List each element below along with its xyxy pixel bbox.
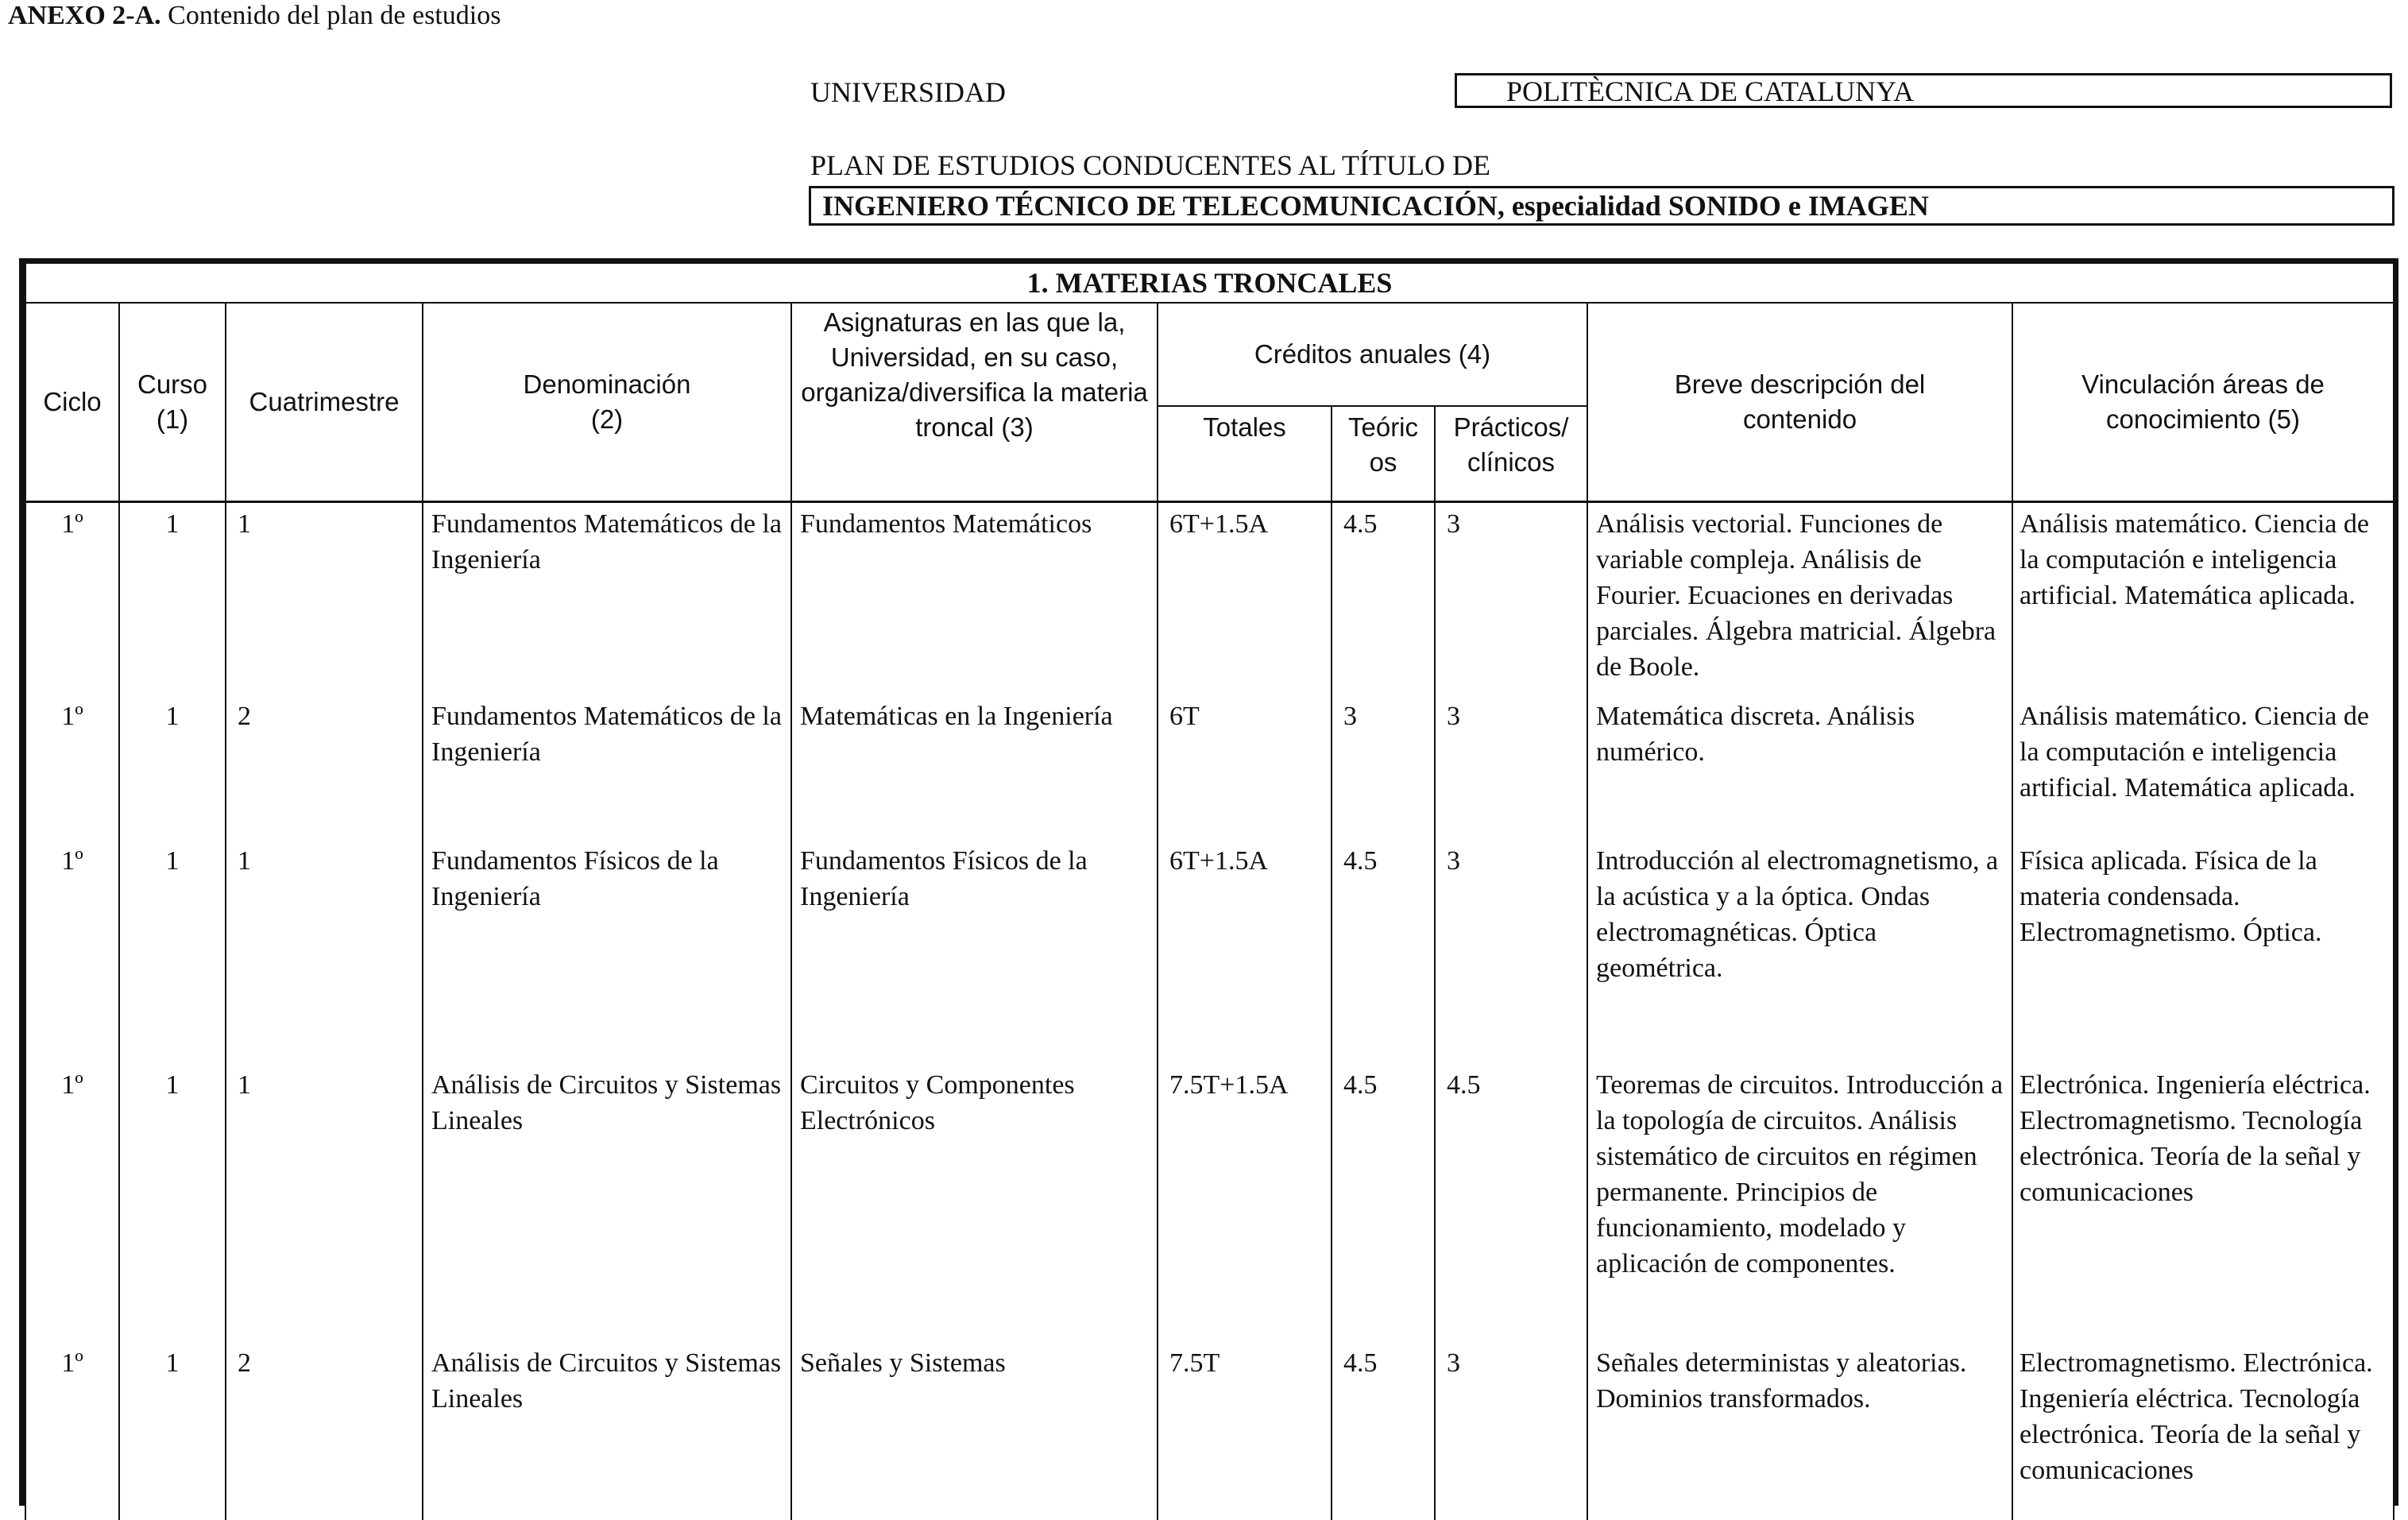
annex-number: ANEXO 2-A. [8,1,161,30]
cell-asignatura: Fundamentos Matemáticos [791,502,1158,696]
cell-descripcion: Introducción al electromagnetismo, a la acústica y a la óptica. Ondas electromagnéticas. Óptica geométrica. [1587,840,2012,1064]
cell-practicos: 3 [1435,840,1587,1064]
cell-cuatrimestre: 1 [226,502,423,696]
cell-practicos: 3 [1435,695,1587,840]
cell-curso: 1 [119,695,226,840]
col-creditos: Créditos anuales (4) [1158,303,1587,406]
col-descripcion: Breve descripción del contenido [1587,303,2012,502]
col-vinculacion: Vinculación áreas de conocimiento (5) [2012,303,2394,502]
cell-asignatura: Fundamentos Físicos de la Ingeniería [791,840,1158,1064]
cell-teoricos: 4.5 [1332,1342,1435,1520]
cell-descripcion: Señales deterministas y aleatorias. Dominios transformados. [1587,1342,2012,1520]
cell-ciclo: 1º [25,502,119,696]
cell-ciclo: 1º [25,1342,119,1520]
cell-denominacion: Análisis de Circuitos y Sistemas Lineales [423,1342,791,1520]
cell-curso: 1 [119,502,226,696]
cell-practicos: 3 [1435,502,1587,696]
cell-totales: 6T [1158,695,1332,840]
cell-totales: 7.5T [1158,1342,1332,1520]
cell-ciclo: 1º [25,1064,119,1342]
cell-vinculacion: Electrónica. Ingeniería eléctrica. Electromagnetismo. Tecnología electrónica. Teoría de la señal y comunicaciones [2012,1064,2394,1342]
cell-totales: 6T+1.5A [1158,840,1332,1064]
cell-curso: 1 [119,1342,226,1520]
cell-asignatura: Matemáticas en la Ingeniería [791,695,1158,840]
table-row [25,840,2394,1064]
university-label: UNIVERSIDAD [810,76,1006,108]
degree-title: INGENIERO TÉCNICO DE TELECOMUNICACIÓN, especialidad SONIDO e IMAGEN [809,186,2394,226]
cell-cuatrimestre: 2 [226,695,423,840]
cell-denominacion: Fundamentos Matemáticos de la Ingeniería [423,502,791,696]
university-name: POLITÈCNICA DE CATALUNYA [1455,73,2392,108]
cell-descripcion: Análisis vectorial. Funciones de variable compleja. Análisis de Fourier. Ecuaciones en derivadas parciales. Álgebra matricial. Álgebra de Boole. [1587,502,2012,696]
cell-cuatrimestre: 2 [226,1342,423,1520]
cell-denominacion: Fundamentos Matemáticos de la Ingeniería [423,695,791,840]
cell-cuatrimestre: 1 [226,840,423,1064]
col-asignaturas: Asignaturas en las que la, Universidad, en su caso, organiza/diversifica la materia troncal (3) [791,303,1158,502]
cell-teoricos: 4.5 [1332,1064,1435,1342]
cell-teoricos: 4.5 [1332,840,1435,1064]
cell-denominacion: Fundamentos Físicos de la Ingeniería [423,840,791,1064]
table-row [25,695,2394,840]
cell-ciclo: 1º [25,695,119,840]
cell-cuatrimestre: 1 [226,1064,423,1342]
col-teoricos: Teóric os [1332,406,1435,502]
cell-vinculacion: Análisis matemático. Ciencia de la computación e inteligencia artificial. Matemática aplicada. [2012,502,2394,696]
section-title: 1. MATERIAS TRONCALES [25,264,2394,303]
col-denominacion: Denominación (2) [423,303,791,502]
cell-asignatura: Circuitos y Componentes Electrónicos [791,1064,1158,1342]
cell-vinculacion: Física aplicada. Física de la materia condensada. Electromagnetismo. Óptica. [2012,840,2394,1064]
cell-descripcion: Teoremas de circuitos. Introducción a la topología de circuitos. Análisis sistemático de circuitos en régimen permanente. Principios de funcionamiento, modelado y aplicación de componentes. [1587,1064,2012,1342]
table-row [25,1064,2394,1342]
cell-descripcion: Matemática discreta. Análisis numérico. [1587,695,2012,840]
cell-teoricos: 3 [1332,695,1435,840]
cell-denominacion: Análisis de Circuitos y Sistemas Lineales [423,1064,791,1342]
col-cuatrimestre: Cuatrimestre [226,303,423,502]
cell-practicos: 3 [1435,1342,1587,1520]
table-row [25,502,2394,696]
cell-ciclo: 1º [25,840,119,1064]
plan-label: PLAN DE ESTUDIOS CONDUCENTES AL TÍTULO DE [810,149,1490,181]
cell-vinculacion: Análisis matemático. Ciencia de la computación e inteligencia artificial. Matemática aplicada. [2012,695,2394,840]
table-row [25,1342,2394,1520]
col-practicos: Prácticos/ clínicos [1435,406,1587,502]
cell-totales: 7.5T+1.5A [1158,1064,1332,1342]
curriculum-table [25,264,2394,1520]
col-curso: Curso (1) [119,303,226,502]
col-ciclo: Ciclo [25,303,119,502]
cell-curso: 1 [119,840,226,1064]
cell-curso: 1 [119,1064,226,1342]
cell-totales: 6T+1.5A [1158,502,1332,696]
annex-text: Contenido del plan de estudios [168,1,501,30]
cell-vinculacion: Electromagnetismo. Electrónica. Ingeniería eléctrica. Tecnología electrónica. Teoría de la señal y comunicaciones [2012,1342,2394,1520]
cell-practicos: 4.5 [1435,1064,1587,1342]
cell-asignatura: Señales y Sistemas [791,1342,1158,1520]
cell-teoricos: 4.5 [1332,502,1435,696]
annex-heading [8,0,501,32]
col-totales: Totales [1158,406,1332,502]
